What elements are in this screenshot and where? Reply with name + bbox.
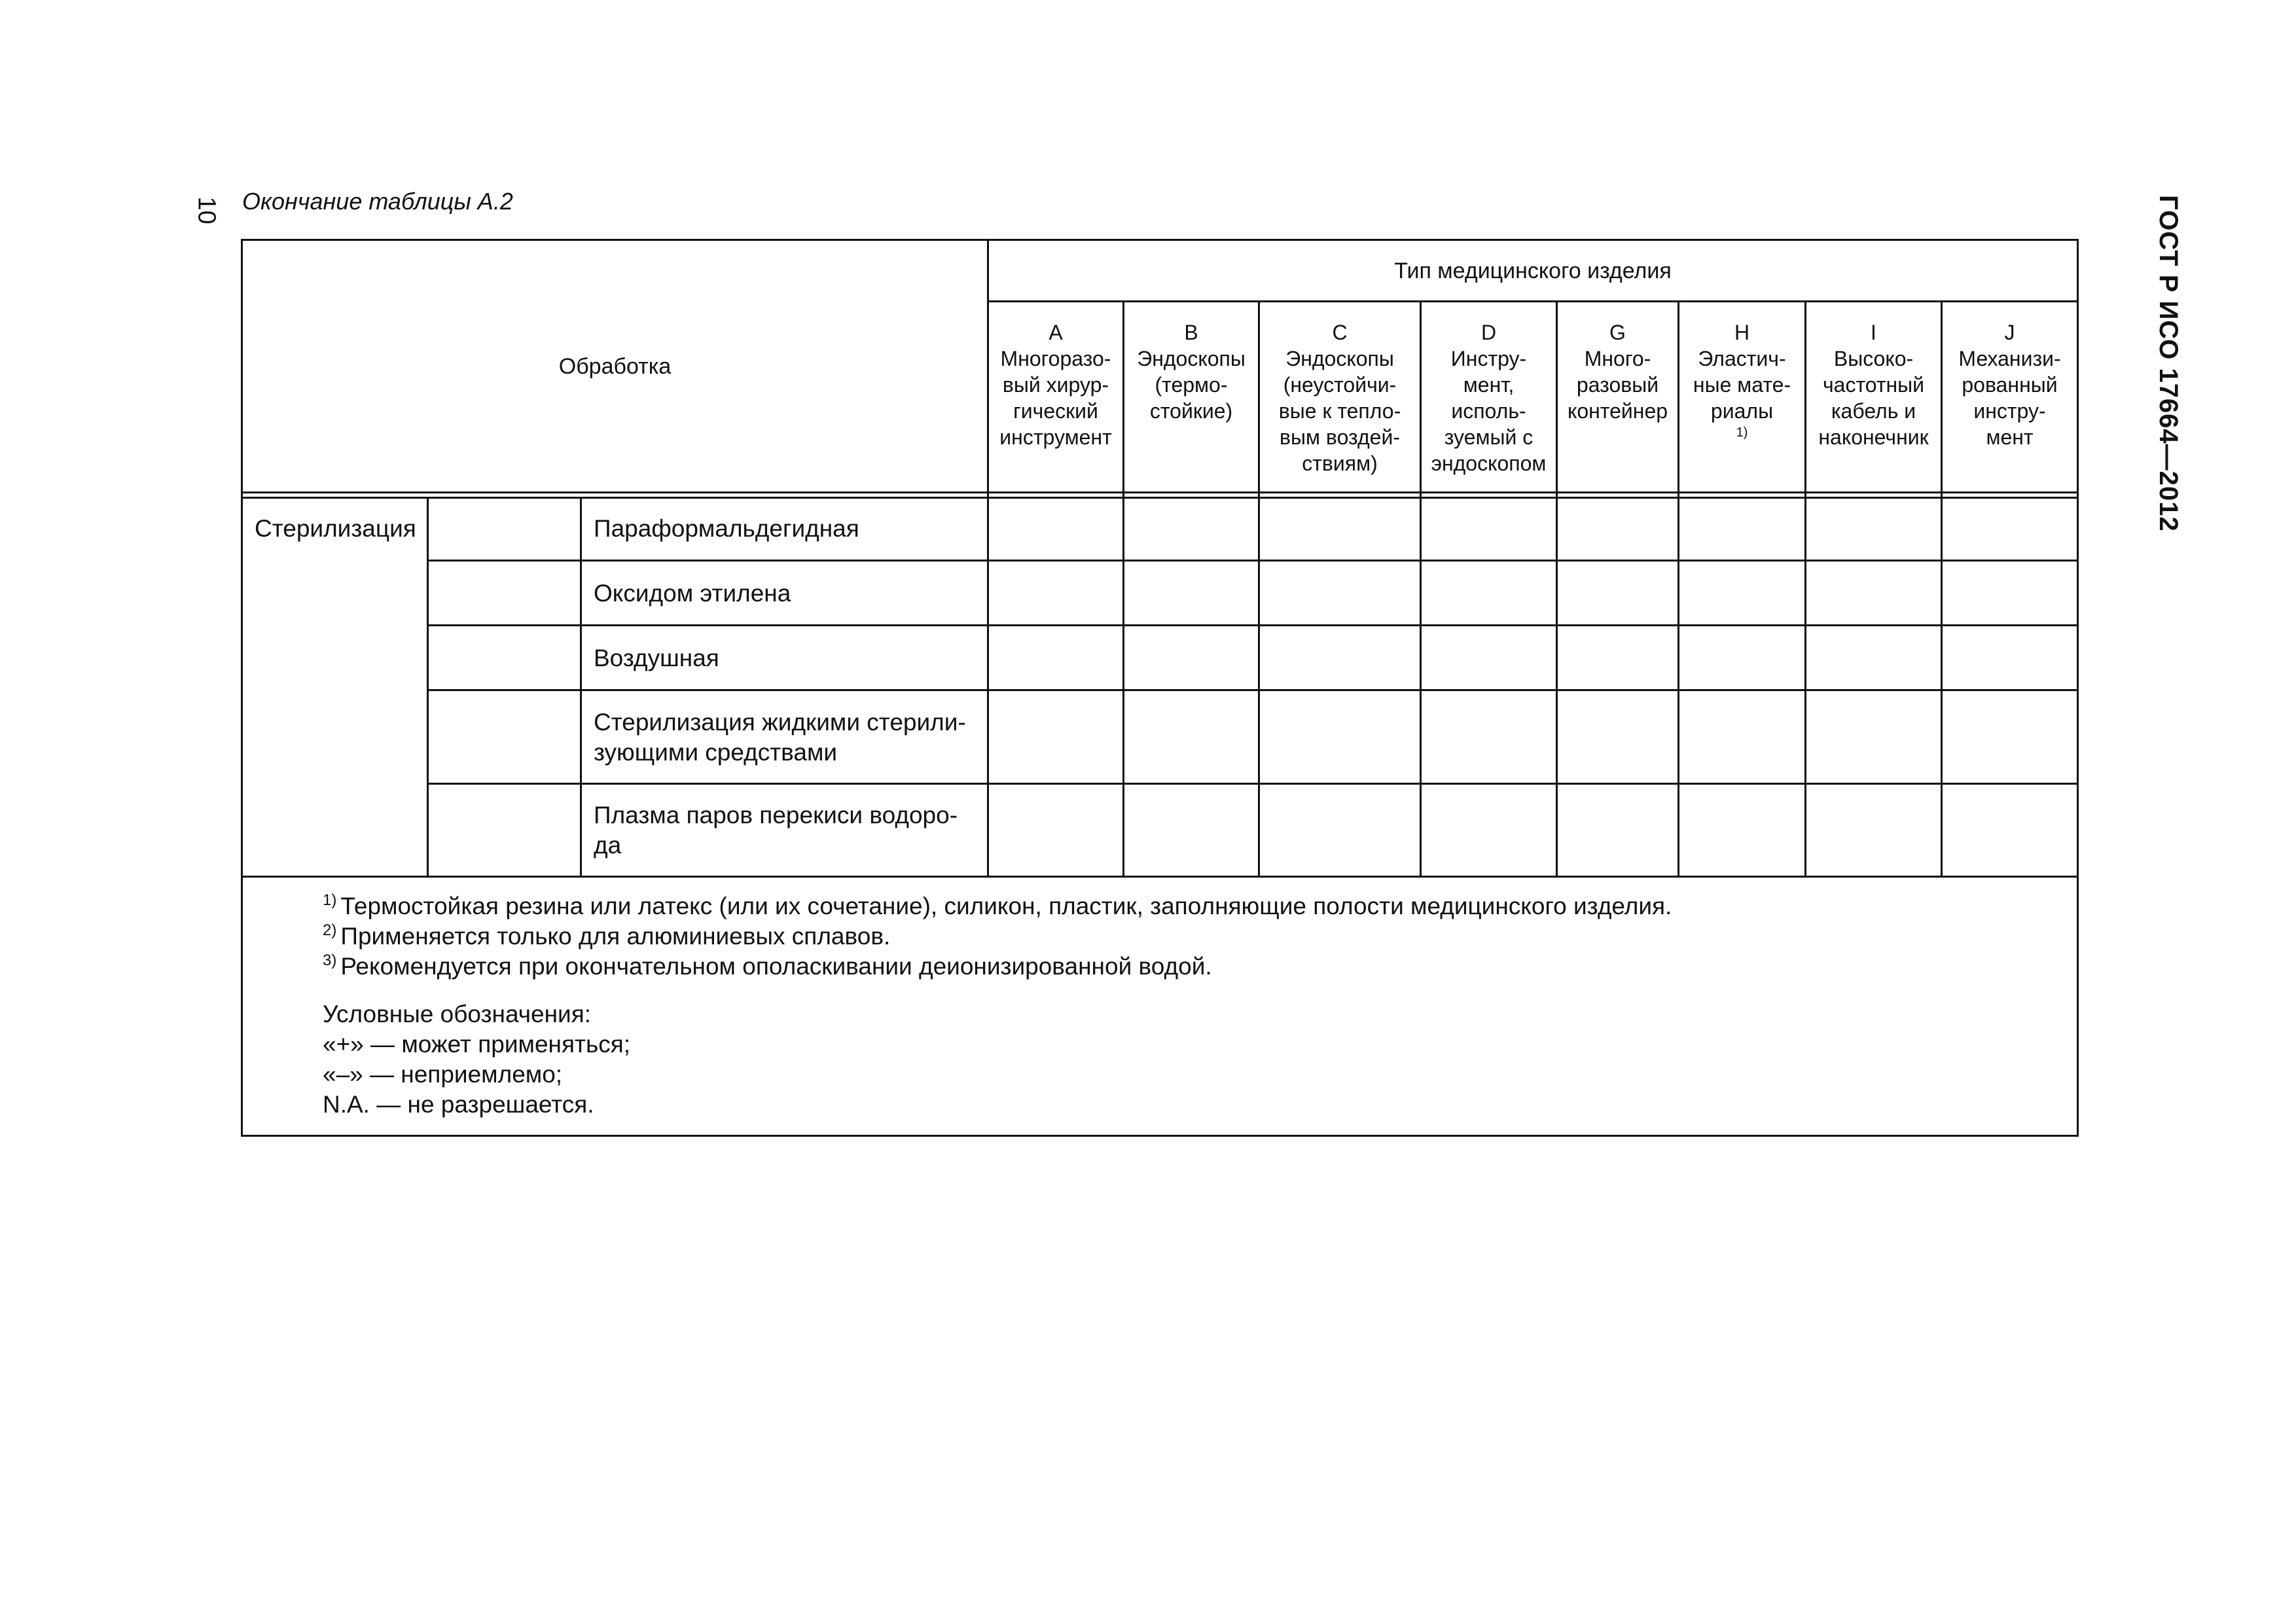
column-label-line	[1711, 398, 1773, 450]
footnote-1	[323, 891, 1672, 921]
column-label-line: кабель и	[1831, 399, 1916, 423]
processing-header: Обработка	[558, 354, 672, 379]
column-label-line: эндоскопом	[1431, 452, 1547, 475]
column-label-text: риалы	[1710, 399, 1774, 423]
column-label-line: исполь-	[1451, 399, 1526, 423]
legend-item: N.A. — не разрешается.	[323, 1091, 594, 1118]
rule-header-bottom-2	[241, 497, 2079, 499]
footnote-2	[323, 921, 1672, 952]
rule-body-bottom	[241, 876, 2079, 878]
column-label-line: гический	[1013, 399, 1098, 423]
column-header-c	[1260, 319, 1420, 476]
column-label-line: Механизи-	[1958, 347, 2061, 370]
column-label-line: инстру-	[1973, 399, 2046, 423]
column-label-line: мент	[1986, 425, 2034, 449]
rule-row-4	[427, 783, 2079, 785]
group-label-sterilization: Стерилизация	[255, 515, 416, 542]
document-code: ГОСТ Р ИСО 17664—2012	[2154, 195, 2183, 532]
column-header-i	[1806, 319, 1941, 450]
column-label-line: разовый	[1576, 373, 1659, 397]
table-row-air: Воздушная	[594, 645, 719, 671]
table-row-paraformaldehyde: Параформальдегидная	[594, 515, 859, 542]
column-label-line: контейнер	[1567, 399, 1668, 423]
column-label-line: рованный	[1962, 373, 2058, 397]
column-label-line: Много-	[1584, 347, 1651, 370]
rule-header-top-split	[987, 300, 2079, 302]
footnote-text: Термостойкая резина или латекс (или их сочетание), силикон, пластик, заполняющие полости медицинского изделия.	[340, 893, 1672, 919]
column-label-line: ные мате-	[1693, 373, 1791, 397]
column-label-line: Инстру-	[1450, 347, 1527, 370]
footnote-mark: 2)	[323, 921, 337, 939]
footnotes	[323, 891, 1672, 982]
column-label-line: частотный	[1822, 373, 1925, 397]
row-text-line: Плазма паров перекиси водоро-	[594, 802, 958, 829]
column-label-line: вые к тепло-	[1278, 399, 1401, 423]
footnote-mark: 1)	[323, 891, 337, 909]
column-header-a	[989, 319, 1122, 450]
column-header-d	[1422, 319, 1556, 476]
column-label-line: (термо-	[1155, 373, 1228, 397]
column-letter: D	[1480, 321, 1497, 344]
column-label-line: Эластич-	[1698, 347, 1786, 370]
column-header-h	[1679, 319, 1804, 450]
page-number: 10	[192, 196, 221, 224]
row-text-line: да	[594, 832, 622, 859]
rule-row-3	[427, 689, 2079, 691]
column-label-line: Высоко-	[1833, 347, 1914, 370]
column-label-line: мент,	[1463, 373, 1515, 397]
table-row-ethylene-oxide: Оксидом этилена	[594, 580, 791, 607]
column-header-j	[1943, 319, 2077, 450]
footnote-mark: 3)	[323, 952, 337, 969]
footnote-3	[323, 952, 1672, 982]
column-letter: I	[1871, 321, 1876, 344]
rule-row-2	[427, 624, 2079, 626]
table-caption: Окончание таблицы А.2	[242, 188, 513, 215]
legend-title: Условные обозначения:	[323, 1001, 592, 1027]
column-label-line: Эндоскопы	[1137, 347, 1246, 370]
footnote-text: Применяется только для алюминиевых сплавов.	[340, 923, 891, 950]
legend-item: «+» — может применяться;	[323, 1031, 631, 1058]
row-text-line: зующими средствами	[594, 739, 838, 766]
legend-item: «–» — неприемлемо;	[323, 1061, 563, 1088]
column-letter: C	[1332, 321, 1348, 344]
column-letter: J	[2004, 321, 2015, 344]
column-header-b	[1124, 319, 1258, 424]
rule-col-group	[427, 497, 429, 878]
column-letter: B	[1184, 321, 1198, 344]
table-row-liquid-sterilization	[582, 707, 987, 768]
column-label-line: вым воздей-	[1280, 425, 1400, 449]
rule-header-bottom-1	[241, 491, 2079, 493]
column-label-line: ствиям)	[1302, 452, 1378, 475]
footnote-text: Рекомендуется при окончательном ополаскивании деионизированной водой.	[340, 953, 1212, 980]
column-label-line: зуемый с	[1444, 425, 1534, 449]
column-label-line: инструмент	[999, 425, 1112, 449]
column-header-g	[1558, 319, 1677, 424]
legend	[323, 999, 630, 1120]
column-label-line: наконечник	[1818, 425, 1929, 449]
column-label-line: стойкие)	[1149, 399, 1233, 423]
column-letter: H	[1734, 321, 1750, 344]
table-row-peroxide-plasma	[582, 800, 987, 861]
column-label-line: Многоразо-	[1000, 347, 1111, 370]
column-label-line: вый хирур-	[1002, 373, 1109, 397]
column-letter: A	[1049, 321, 1063, 344]
device-type-header: Тип медицинского изделия	[1394, 259, 1672, 283]
column-letter: G	[1609, 321, 1626, 344]
column-label-line: Эндоскопы	[1285, 347, 1394, 370]
footnote-mark: 1)	[1736, 425, 1748, 440]
row-text-line: Стерилизация жидкими стерили-	[594, 709, 966, 736]
column-label-line: (неустойчи-	[1283, 373, 1397, 397]
rule-row-1	[427, 560, 2079, 562]
